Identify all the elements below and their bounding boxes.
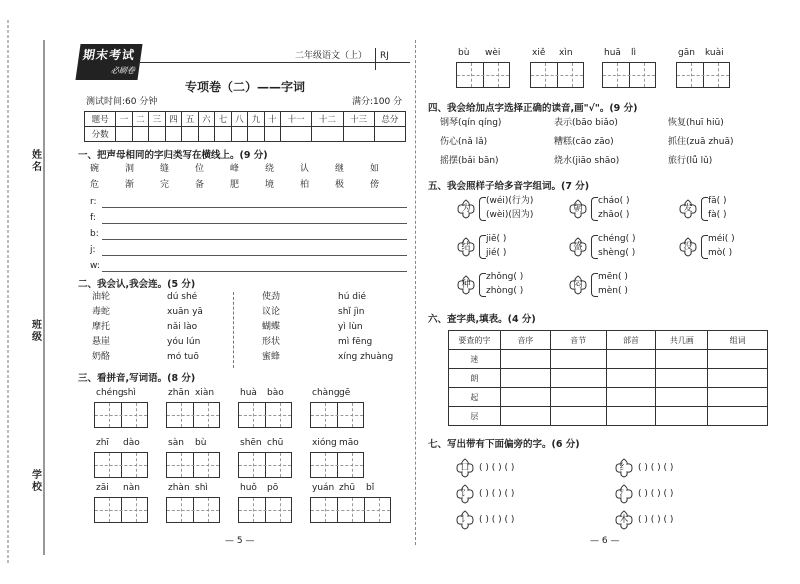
binding-margin [0,0,54,580]
char-item: 洞 [125,164,135,174]
reading-choice[interactable]: 抓住(zuā zhuā) [668,137,734,147]
pinyin-label: xiě [532,48,546,58]
score-header-cell: 十三 [343,112,374,127]
char-item: 渐 [125,180,135,190]
pinyin-label: bào [267,388,284,398]
class-label: 班级 [32,320,42,343]
polyphone-flower-icon [568,275,588,295]
score-header-cell: 十二 [312,112,343,127]
char-item: 缝 [160,164,170,174]
page-number-right: — 6 — [590,536,620,546]
score-header-cell: 七 [215,112,231,127]
pinyin-label: yuán [312,483,335,493]
flower-char: 朝 [573,204,583,214]
answer-line[interactable] [102,239,407,240]
section-7-title: 七、写出带有下面偏旁的字。(6 分) [428,439,580,450]
pinyin-label: dào [123,438,140,448]
pinyin-label: sàn [168,438,184,448]
page-number-left: — 5 — [225,536,255,546]
dict-answer-cell[interactable] [500,407,550,426]
radical-flower-icon [455,484,475,504]
writing-grid[interactable] [238,402,292,428]
dict-answer-cell[interactable] [708,350,768,369]
polyphone-reading-b[interactable]: zhòng( ) [486,286,524,296]
initial-label: f: [90,213,96,223]
word-right[interactable]: 使劲 [262,292,281,302]
pinyin-label: bù [195,438,207,448]
score-label: 分数 [85,127,116,142]
polyphone-reading-b[interactable]: mò( ) [708,248,733,258]
flower-char: 没 [683,242,693,252]
dict-answer-cell[interactable] [606,369,656,388]
flower-char: 结 [461,242,471,252]
brace-icon [701,197,708,221]
word-right[interactable]: 蝴蝶 [262,322,281,332]
polyphone-reading-b[interactable]: shèng( ) [598,248,636,258]
dict-char: 朗 [449,369,501,388]
polyphone-flower-icon [568,199,588,219]
pinyin-label: wèi [485,48,501,58]
score-cell[interactable] [231,127,247,142]
pinyin-label: māo [339,438,359,448]
polyphone-reading-a[interactable]: (wéi)(行为) [486,196,534,206]
score-cell[interactable] [264,127,280,142]
pinyin-label: bǐ [366,483,375,493]
writing-grid[interactable] [238,452,292,478]
dict-answer-cell[interactable] [708,407,768,426]
pinyin-label: huā [604,48,621,58]
section-2-title: 二、我会认,我会连。(5 分) [78,279,196,290]
polyphone-reading-b[interactable]: jié( ) [486,248,507,258]
score-cell[interactable] [182,127,198,142]
polyphone-reading-a[interactable]: jiē( ) [486,234,507,244]
char-item: 峰 [230,164,240,174]
dict-char: 层 [449,407,501,426]
brace-icon [701,235,708,259]
dict-header: 组词 [708,331,768,350]
polyphone-flower-icon [456,237,476,257]
word-left[interactable]: 摩托 [92,322,111,332]
polyphone-reading-b[interactable]: mèn( ) [598,286,628,296]
edition-label: RJ [380,51,389,61]
char-item: 极 [335,180,345,190]
dict-header: 音节 [550,331,606,350]
writing-grid[interactable] [310,452,364,478]
char-item: 境 [265,180,275,190]
word-left[interactable]: 奶酪 [92,352,111,362]
pinyin-label: xiàn [195,388,215,398]
flower-char: 盛 [573,242,583,252]
char-item: 位 [195,164,205,174]
writing-grid[interactable] [530,62,584,88]
pinyin-label: gē [339,388,351,398]
flower-char: 氵 [619,489,629,499]
answer-line[interactable] [102,255,407,256]
word-right[interactable]: 蜜蜂 [262,352,281,362]
pinyin-label: kuài [705,48,724,58]
char-item: 傍 [370,180,380,190]
score-header-cell: 十 [264,112,280,127]
char-item: 柏 [300,180,310,190]
logo-main-text: 期末考试 [82,48,136,62]
dict-answer-cell[interactable] [550,388,606,407]
pinyin-label: chàng [312,388,340,398]
pinyin-label: xióng [312,438,337,448]
char-item: 危 [90,180,100,190]
word-right[interactable]: 议论 [262,307,281,317]
brace-icon [479,235,486,259]
score-cell[interactable] [374,127,405,142]
polyphone-reading-b[interactable]: (wèi)(因为) [486,210,534,220]
pinyin-right[interactable]: hú dié [338,292,367,302]
pinyin-label: bù [458,48,470,58]
word-right[interactable]: 形状 [262,337,281,347]
pinyin-label: shēn [240,438,262,448]
word-left[interactable]: 悬崖 [92,337,111,347]
writing-grid[interactable] [310,497,391,523]
dict-answer-cell[interactable] [708,369,768,388]
writing-grid[interactable] [456,62,510,88]
pinyin-label: nàn [123,483,140,493]
reading-choice[interactable]: 恢复(huī hiū) [668,118,724,128]
answer-line[interactable] [102,223,407,224]
radical-flower-icon [455,510,475,530]
polyphone-flower-icon [456,275,476,295]
initial-label: r: [90,197,97,207]
word-left[interactable]: 油轮 [92,292,111,302]
score-header-cell: 九 [248,112,264,127]
radical-flower-icon [614,510,634,530]
char-item: 碗 [90,164,100,174]
pinyin-label: zhī [96,438,109,448]
polyphone-flower-icon [678,237,698,257]
score-header-cell: 二 [132,112,148,127]
flower-char: 闷 [573,280,583,290]
polyphone-reading-a[interactable]: chéng( ) [598,234,636,244]
char-item: 完 [160,180,170,190]
pinyin-left[interactable]: nǎi lào [167,322,198,332]
writing-grid[interactable] [94,452,148,478]
score-cell[interactable] [343,127,374,142]
score-header-cell: 八 [231,112,247,127]
pinyin-label: pō [267,483,279,493]
section-3-title: 三、看拼音,写词语。(8 分) [78,373,196,384]
radical-blanks[interactable]: ( ) ( ) ( ) [638,463,674,473]
flower-char: 纟 [619,463,629,473]
score-cell[interactable] [132,127,148,142]
polyphone-reading-b[interactable]: fà( ) [708,210,727,220]
pinyin-left[interactable]: mó tuō [167,352,199,362]
pinyin-label: huǒ [240,483,257,493]
dict-answer-cell[interactable] [606,407,656,426]
char-item: 备 [195,180,205,190]
radical-blanks[interactable]: ( ) ( ) ( ) [479,489,515,499]
writing-grid[interactable] [166,452,220,478]
dict-answer-cell[interactable] [500,388,550,407]
name-label: 姓名 [32,150,42,173]
polyphone-flower-icon [678,199,698,219]
logo-sub-text: 必刷卷 [110,66,136,75]
dict-header: 要查的字 [449,331,501,350]
pinyin-label: xìn [559,48,573,58]
polyphone-flower-icon [568,237,588,257]
score-cell[interactable] [215,127,231,142]
writing-grid[interactable] [602,62,656,88]
pinyin-right[interactable]: shǐ jìn [338,307,365,317]
char-item: 认 [300,164,310,174]
dict-answer-cell[interactable] [656,407,708,426]
pinyin-label: chū [267,438,284,448]
dict-answer-cell[interactable] [550,350,606,369]
dict-answer-cell[interactable] [656,369,708,388]
char-item: 肥 [230,180,240,190]
radical-flower-icon [455,458,475,478]
pinyin-label: zhàn [168,483,190,493]
writing-grid[interactable] [94,402,148,428]
pinyin-label: shì [195,483,208,493]
flower-char: 讠 [460,515,470,525]
pinyin-left[interactable]: xuān yā [167,307,203,317]
page-title: 专项卷（二）——字词 [184,80,305,94]
pinyin-right[interactable]: mì fēng [338,337,373,347]
pinyin-label: zāi [96,483,109,493]
brace-icon [479,273,486,297]
pinyin-left[interactable]: dú shé [167,292,198,302]
full-score: 满分:100 分 [352,97,403,107]
radical-blanks[interactable]: ( ) ( ) ( ) [638,515,674,525]
dict-header: 部首 [606,331,656,350]
reading-choice[interactable]: 旅行(lǚ lǔ) [668,156,713,166]
section-6-title: 六、查字典,填表。(4 分) [428,314,536,325]
writing-grid[interactable] [238,497,292,523]
score-header-cell: 五 [182,112,198,127]
brace-icon [591,235,598,259]
flower-char: 木 [619,515,629,525]
pinyin-right[interactable]: xíng zhuàng [338,352,394,362]
answer-line[interactable] [102,271,407,272]
reading-choice[interactable]: 烧水(jiāo shāo) [554,156,620,166]
polyphone-reading-a[interactable]: zhǒng( ) [486,272,524,282]
section-5-title: 五、我会照样子给多音字组词。(7 分) [428,181,590,192]
reading-choice[interactable]: 摇摆(bǎi bān) [440,156,499,166]
dict-answer-cell[interactable] [500,350,550,369]
dict-answer-cell[interactable] [656,388,708,407]
pinyin-label: lì [631,48,637,58]
dict-char: 起 [449,388,501,407]
pinyin-label: gān [678,48,695,58]
score-cell[interactable] [248,127,264,142]
writing-grid[interactable] [166,402,220,428]
score-header-cell: 题号 [85,112,116,127]
flower-char: 为 [461,204,471,214]
radical-blanks[interactable]: ( ) ( ) ( ) [479,463,515,473]
radical-flower-icon [614,458,634,478]
polyphone-reading-b[interactable]: zhāo( ) [598,210,630,220]
dict-answer-cell[interactable] [708,388,768,407]
dictionary-table [448,330,768,426]
polyphone-reading-a[interactable]: cháo( ) [598,196,630,206]
polyphone-reading-a[interactable]: mēn( ) [598,272,628,282]
pinyin-label: huà [240,388,257,398]
score-header-cell: 一 [116,112,132,127]
dict-answer-cell[interactable] [500,369,550,388]
score-cell[interactable] [116,127,132,142]
initial-label: j: [90,245,96,255]
grade-label: 二年级语文（上） [295,51,368,61]
score-cell[interactable] [281,127,312,142]
writing-grid[interactable] [166,497,220,523]
score-header-cell: 四 [165,112,181,127]
test-time: 测试时间:60 分钟 [86,97,158,107]
word-left[interactable]: 毒蛇 [92,307,111,317]
flower-char: 饣 [460,489,470,499]
score-cell[interactable] [165,127,181,142]
score-header-cell: 六 [198,112,214,127]
radical-blanks[interactable]: ( ) ( ) ( ) [479,515,515,525]
school-label: 学校 [32,470,42,493]
dict-header: 音序 [500,331,550,350]
writing-grid[interactable] [310,402,364,428]
dict-answer-cell[interactable] [550,369,606,388]
score-cell[interactable] [198,127,214,142]
score-header-cell: 三 [149,112,165,127]
score-table [84,111,406,142]
brace-icon [479,197,486,221]
answer-line[interactable] [102,207,407,208]
reading-choice[interactable]: 伤心(nǎ lǎ) [440,137,488,147]
pinyin-label: shì [123,388,136,398]
reading-choice[interactable]: 糟糕(cāo zāo) [554,137,614,147]
section-1-title: 一、把声母相同的字归类写在横线上。(9 分) [78,150,268,161]
dict-answer-cell[interactable] [550,407,606,426]
logo [75,44,142,80]
score-cell[interactable] [149,127,165,142]
flower-char: 口 [460,463,470,473]
dict-answer-cell[interactable] [656,350,708,369]
dict-char: 迷 [449,350,501,369]
pinyin-label: chéng [96,388,124,398]
pinyin-left[interactable]: yóu lún [167,337,201,347]
radical-flower-icon [614,484,634,504]
reading-choice[interactable]: 表示(bāo biǎo) [554,118,618,128]
score-cell[interactable] [312,127,343,142]
brace-icon [591,197,598,221]
polyphone-flower-icon [456,199,476,219]
section-4-title: 四、我会给加点字选择正确的读音,画"√"。(9 分) [428,103,638,114]
pinyin-label: zhān [168,388,190,398]
dict-answer-cell[interactable] [606,388,656,407]
char-item: 继 [335,164,345,174]
pinyin-right[interactable]: yì lùn [338,322,363,332]
reading-choice[interactable]: 钢琴(qín qíng) [440,118,502,128]
char-item: 绕 [265,164,275,174]
writing-grid[interactable] [676,62,730,88]
dict-answer-cell[interactable] [606,350,656,369]
flower-char: 种 [461,280,471,290]
score-header-cell: 总分 [374,112,405,127]
flower-char: 发 [683,204,693,214]
pinyin-label: zhū [339,483,356,493]
polyphone-reading-a[interactable]: fā( ) [708,196,727,206]
writing-grid[interactable] [94,497,148,523]
initial-label: w: [90,261,100,271]
initial-label: b: [90,229,99,239]
score-header-cell: 十一 [281,112,312,127]
polyphone-reading-a[interactable]: méi( ) [708,234,735,244]
dict-header: 共几画 [656,331,708,350]
radical-blanks[interactable]: ( ) ( ) ( ) [638,489,674,499]
char-item: 如 [370,164,380,174]
brace-icon [591,273,598,297]
